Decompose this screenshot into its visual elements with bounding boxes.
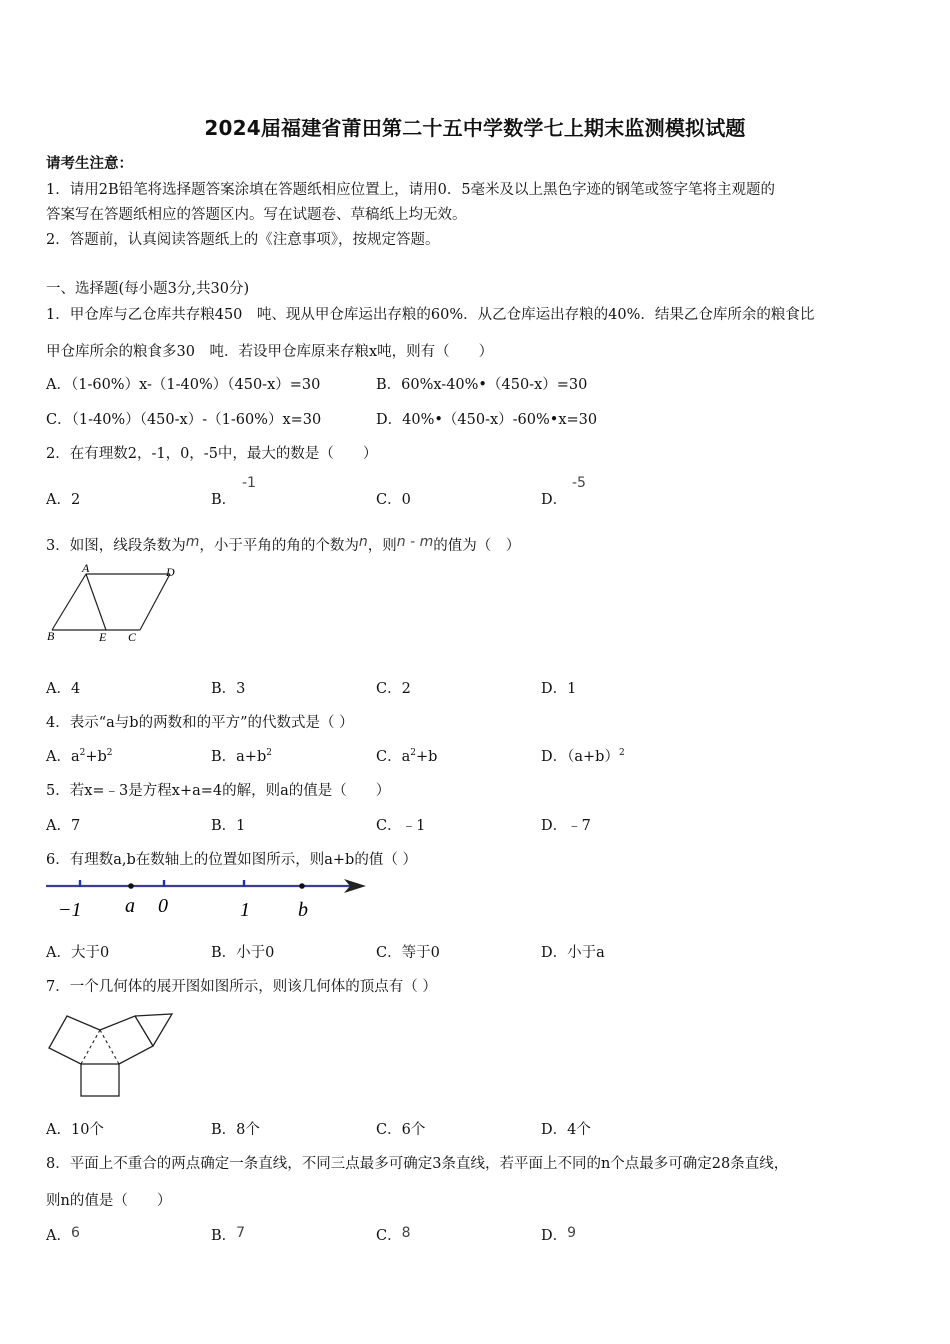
q4-option-a: A．$a^2+b^2$ <box>46 748 113 765</box>
q3-option-d: D．1 <box>541 681 577 697</box>
q3-option-b: B．3 <box>211 681 246 697</box>
q7-net-figure <box>44 1008 184 1100</box>
q2-option-d-label: D． <box>541 492 568 508</box>
net-square-face <box>81 1064 119 1096</box>
q4-option-b: B．$a+b^2$ <box>211 748 272 765</box>
q4-option-c: C．$a^2+b$ <box>376 748 438 765</box>
q8-stem-line-2: 则n的值是（ ） <box>46 1193 172 1209</box>
q3-parallelogram-figure <box>44 562 194 644</box>
q7-stem: 7．一个几何体的展开图如图所示，则该几何体的顶点有（ ） <box>46 979 437 995</box>
q5-option-c: C．﹣1 <box>376 818 426 834</box>
q3-var-n: n <box>358 534 368 550</box>
net-left-face <box>49 1016 100 1064</box>
q3-stem-part-b: ，小于平角的角的个数为 <box>199 538 359 554</box>
q2-stem: 2．在有理数2，-1，0，-5中，最大的数是（ ） <box>46 446 378 462</box>
q3-stem-part-d: 的值为（ ） <box>433 538 521 554</box>
q4-option-d: D．$(a+b)^2$ <box>541 748 625 765</box>
q8-option-c: C．8 <box>376 1225 411 1244</box>
q1-stem-line-1: 1．甲仓库与乙仓库共存粮450 吨、现从甲仓库运出存粮的60%．从乙仓库运出存粮的40%．结果乙仓库所余的粮食比 <box>46 307 815 323</box>
q6-option-c: C．等于0 <box>376 945 440 961</box>
axis-label-a: a <box>125 895 135 917</box>
label-a: A <box>82 562 90 575</box>
point-b <box>299 883 305 889</box>
q2-option-a: A．2 <box>46 492 81 508</box>
q1-option-b: B．60%x-40%•（450-x）=30 <box>376 377 588 393</box>
q3-stem <box>46 534 520 555</box>
notice-line-3: 2．答题前，认真阅读答题纸上的《注意事项》，按规定答题。 <box>46 232 440 248</box>
q7-option-b: B．8个 <box>211 1122 260 1138</box>
q3-var-m: m <box>185 534 200 550</box>
net-top-face <box>135 1014 172 1046</box>
q8-option-b: B．7 <box>211 1225 246 1244</box>
axis-label-zero: 0 <box>158 895 168 917</box>
segment-ae <box>86 574 106 630</box>
q2-option-d-value: -5 <box>572 475 586 491</box>
segment-dc <box>140 574 170 630</box>
label-d: D <box>166 565 175 579</box>
q6-option-a: A．大于0 <box>46 945 110 961</box>
fold-line-2 <box>100 1030 119 1064</box>
axis-label-b: b <box>298 899 308 921</box>
q3-stem-part-c: ，则 <box>367 538 397 554</box>
q2-option-c-text: C．0 <box>376 492 411 508</box>
q8-option-a: A．6 <box>46 1225 80 1244</box>
notice-line-2: 答案写在答题纸相应的答题区内。写在试题卷、草稿纸上均无效。 <box>46 207 467 223</box>
segment-ab <box>52 574 86 630</box>
q6-stem: 6．有理数a,b在数轴上的位置如图所示，则a+b的值（ ） <box>46 852 417 868</box>
notice-heading: 请考生注意： <box>46 155 133 172</box>
q3-stem-part-a: 3．如图，线段条数为 <box>46 538 186 554</box>
q5-option-a: A．7 <box>46 818 81 834</box>
q1-stem-line-2: 甲仓库所余的粮食多30 吨．若设甲仓库原来存粮x吨，则有（ ） <box>46 344 494 360</box>
q3-option-a: A．4 <box>46 681 81 697</box>
notice-line-1: 1．请用2B铅笔将选择题答案涂填在答题纸相应位置上，请用0．5毫米及以上黑色字迹的钢笔或签字笔将主观题的 <box>46 182 776 198</box>
label-b: B <box>47 629 55 643</box>
page-title: 2024届福建省莆田第二十五中学数学七上期末监测模拟试题 <box>204 116 746 140</box>
label-e: E <box>99 630 107 644</box>
q6-option-b: B．小于0 <box>211 945 275 961</box>
q7-option-a: A．10个 <box>46 1122 104 1138</box>
q5-option-b: B．1 <box>211 818 246 834</box>
q3-expression: n - m <box>396 534 434 550</box>
q5-stem: 5．若x=﹣3是方程x+a=4的解，则a的值是（ ） <box>46 783 391 799</box>
q1-option-a: A．（1-60%）x-（1-40%）（450-x）=30 <box>46 377 321 393</box>
q6-number-line <box>44 874 374 924</box>
point-a <box>128 883 134 889</box>
q4-stem: 4．表示“a与b的两数和的平方”的代数式是（ ） <box>46 715 354 731</box>
q6-option-d: D．小于a <box>541 945 605 961</box>
q7-option-d: D．4个 <box>541 1122 591 1138</box>
q3-option-c: C．2 <box>376 681 411 697</box>
net-right-face <box>100 1016 153 1064</box>
q1-option-c: C．（1-40%）（450-x）-（1-60%）x=30 <box>46 412 322 428</box>
q2-option-b-value: -1 <box>242 475 256 491</box>
q8-stem-line-1: 8．平面上不重合的两点确定一条直线，不同三点最多可确定3条直线，若平面上不同的n个点最多可确定28条直线， <box>46 1156 789 1172</box>
axis-label-one: 1 <box>240 899 250 921</box>
q7-option-c: C．6个 <box>376 1122 426 1138</box>
axis-label-minus-one: −1 <box>58 899 82 921</box>
label-c: C <box>128 630 137 644</box>
q2-option-b-label: B． <box>211 492 237 508</box>
q1-option-d: D．40%•（450-x）-60%•x=30 <box>376 412 598 428</box>
section-heading: 一、选择题(每小题3分,共30分) <box>46 281 250 297</box>
q5-option-d: D．﹣7 <box>541 818 591 834</box>
q8-option-d: D．9 <box>541 1225 577 1244</box>
fold-line-1 <box>81 1030 100 1064</box>
